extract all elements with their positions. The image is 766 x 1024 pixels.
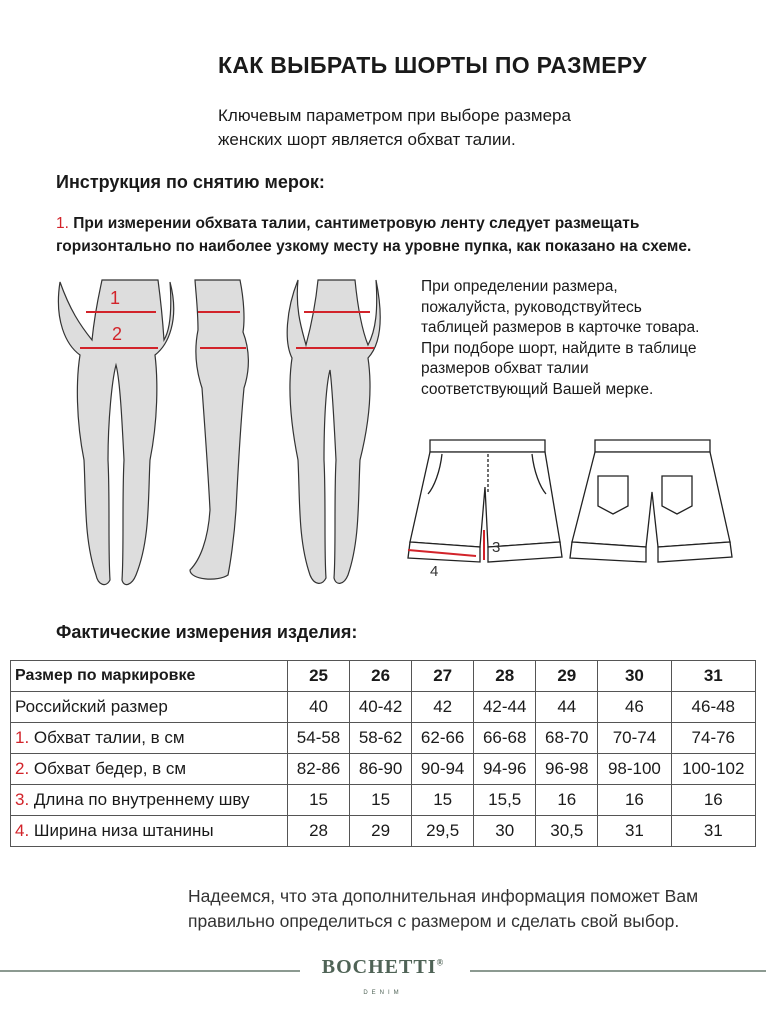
shorts-measurement-diagram xyxy=(400,432,760,582)
brand-logo: BOCHETTI® xyxy=(321,956,445,978)
row-number: 2. xyxy=(15,759,30,778)
size-value-cell: 30 xyxy=(474,816,536,847)
row-number: 4. xyxy=(15,821,30,840)
size-value-cell: 29 xyxy=(350,816,412,847)
back-body-figure xyxy=(287,280,380,583)
step-line-2: горизонтально по наиболее узкому месту на уровне пупка, как показано на схеме. xyxy=(56,238,692,255)
advice-line-6: соответствующий Вашей мерке. xyxy=(421,380,654,398)
intro-text xyxy=(218,104,648,152)
size-value-cell: 98-100 xyxy=(598,754,671,785)
size-table xyxy=(10,660,756,847)
size-header-cell: 26 xyxy=(350,661,412,692)
row-number: 3. xyxy=(15,790,30,809)
closing-line-2: правильно определиться с размером и сделать свой выбор. xyxy=(188,911,680,931)
size-header-cell: 27 xyxy=(412,661,474,692)
back-shorts-drawing xyxy=(595,440,710,452)
advice-line-1: При определении размера, xyxy=(421,278,618,295)
size-value-cell: 54-58 xyxy=(288,723,350,754)
size-table-row xyxy=(11,785,756,816)
size-table-row xyxy=(11,692,756,723)
size-table-row xyxy=(11,754,756,785)
body-label-2: 2 xyxy=(112,324,123,344)
shorts-label-3: 3 xyxy=(492,539,501,556)
size-header-cell: 31 xyxy=(671,661,755,692)
size-header-cell: 30 xyxy=(598,661,671,692)
size-header-cell: 25 xyxy=(288,661,350,692)
size-value-cell: 44 xyxy=(536,692,598,723)
row-label-text: Обхват талии, в см xyxy=(33,728,185,747)
size-row-label xyxy=(11,754,288,785)
front-shorts-drawing xyxy=(430,440,545,452)
size-value-cell: 16 xyxy=(671,785,755,816)
size-header-row xyxy=(11,661,756,692)
advice-line-5: размеров обхват талии xyxy=(421,360,589,377)
page-title: КАК ВЫБРАТЬ ШОРТЫ ПО РАЗМЕРУ xyxy=(218,52,647,78)
size-value-cell: 31 xyxy=(598,816,671,847)
row-label-text: Ширина низа штанины xyxy=(33,821,214,840)
body-label-1: 1 xyxy=(110,288,121,308)
size-value-cell: 42-44 xyxy=(474,692,536,723)
size-header-cell: 29 xyxy=(536,661,598,692)
size-value-cell: 66-68 xyxy=(474,723,536,754)
side-body-figure xyxy=(190,280,248,579)
size-value-cell: 46-48 xyxy=(671,692,755,723)
advice-line-3: таблицей размеров в карточке товара. xyxy=(421,319,700,336)
size-value-cell: 31 xyxy=(671,816,755,847)
closing-line-1: Надеемся, что эта дополнительная информация поможет Вам xyxy=(188,886,699,906)
instructions-heading: Инструкция по снятию мерок: xyxy=(56,172,325,192)
closing-text xyxy=(188,884,748,934)
size-value-cell: 40 xyxy=(288,692,350,723)
row-label-text: Обхват бедер, в см xyxy=(33,759,187,778)
size-value-cell: 16 xyxy=(536,785,598,816)
size-value-cell: 42 xyxy=(412,692,474,723)
measurements-heading: Фактические измерения изделия: xyxy=(56,622,358,642)
size-value-cell: 86-90 xyxy=(350,754,412,785)
size-value-cell: 46 xyxy=(598,692,671,723)
size-header-label: Размер по маркировке xyxy=(11,661,288,692)
row-number: 1. xyxy=(15,728,30,747)
size-value-cell: 74-76 xyxy=(671,723,755,754)
size-value-cell: 15 xyxy=(288,785,350,816)
size-value-cell: 94-96 xyxy=(474,754,536,785)
size-value-cell: 40-42 xyxy=(350,692,412,723)
size-table-row xyxy=(11,723,756,754)
size-row-label xyxy=(11,785,288,816)
size-value-cell: 58-62 xyxy=(350,723,412,754)
shorts-label-4: 4 xyxy=(430,563,439,580)
instruction-step-1 xyxy=(56,212,756,258)
size-value-cell: 90-94 xyxy=(412,754,474,785)
size-advice-text xyxy=(421,277,761,400)
step-line-1: При измерении обхвата талии, сантиметровую ленту следует размещать xyxy=(73,215,640,232)
size-table-body xyxy=(11,661,756,847)
intro-line-1: Ключевым параметром при выборе размера xyxy=(218,106,571,125)
size-row-label xyxy=(11,692,288,723)
size-value-cell: 70-74 xyxy=(598,723,671,754)
size-value-cell: 68-70 xyxy=(536,723,598,754)
size-row-label xyxy=(11,723,288,754)
row-label-text: Длина по внутреннему шву xyxy=(33,790,250,809)
size-value-cell: 29,5 xyxy=(412,816,474,847)
size-value-cell: 100-102 xyxy=(671,754,755,785)
advice-line-4: При подборе шорт, найдите в таблице xyxy=(421,339,697,357)
size-value-cell: 15,5 xyxy=(474,785,536,816)
size-table-row xyxy=(11,816,756,847)
size-value-cell: 30,5 xyxy=(536,816,598,847)
row-label-text: Российский размер xyxy=(15,697,168,716)
size-value-cell: 15 xyxy=(350,785,412,816)
size-value-cell: 28 xyxy=(288,816,350,847)
size-value-cell: 15 xyxy=(412,785,474,816)
size-row-label xyxy=(11,816,288,847)
brand-subtitle: DENIM xyxy=(363,990,403,996)
body-measurement-diagram xyxy=(40,270,390,600)
size-value-cell: 62-66 xyxy=(412,723,474,754)
size-value-cell: 82-86 xyxy=(288,754,350,785)
size-value-cell: 16 xyxy=(598,785,671,816)
advice-line-2: пожалуйста, руководствуйтесь xyxy=(421,298,642,316)
size-value-cell: 96-98 xyxy=(536,754,598,785)
size-header-cell: 28 xyxy=(474,661,536,692)
intro-line-2: женских шорт является обхват талии. xyxy=(218,130,516,149)
step-number: 1. xyxy=(56,215,69,232)
